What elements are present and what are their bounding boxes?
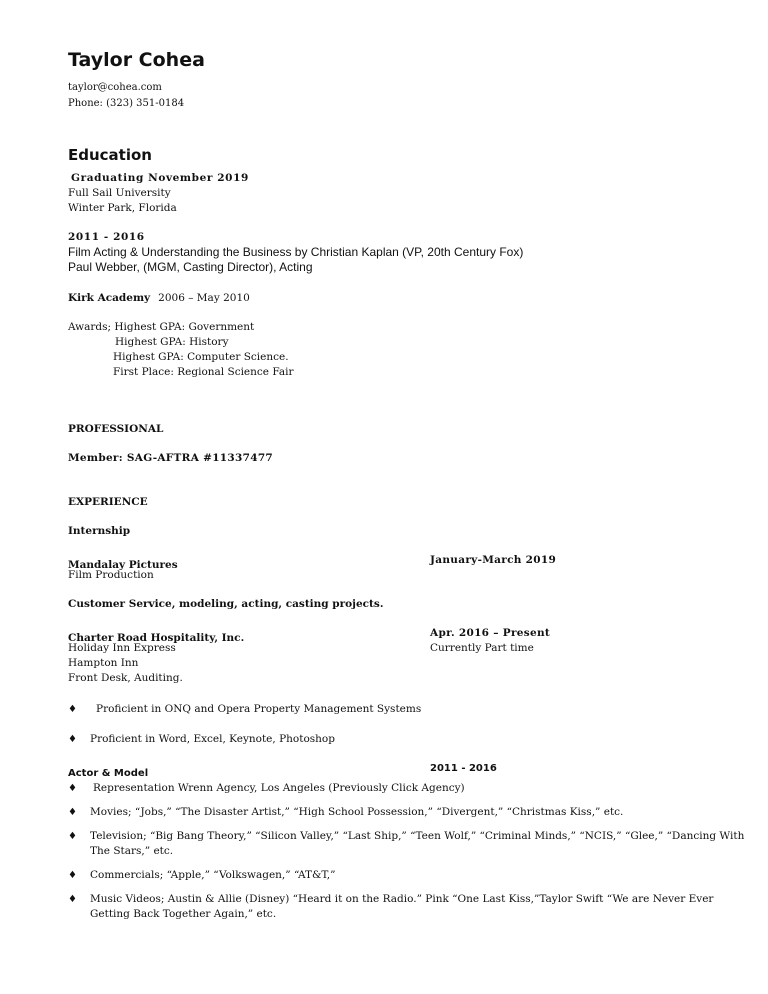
actor-item-text: Representation Wrenn Agency, Los Angeles (Previously Click Agency) — [93, 782, 465, 794]
actor-item — [68, 829, 748, 859]
full-sail-location: Winter Park, Florida — [68, 202, 177, 214]
skill-item — [68, 732, 748, 747]
kirk-academy-school: Kirk Academy — [68, 292, 151, 304]
full-sail-date: Graduating November 2019 — [71, 172, 249, 184]
experience-heading: EXPERIENCE — [68, 496, 148, 508]
charter-line-2: Hampton Inn — [68, 657, 139, 669]
actor-item — [68, 892, 748, 922]
award-item: Highest GPA: History — [115, 336, 229, 348]
charter-line-3: Front Desk, Auditing. — [68, 672, 183, 684]
actor-label: Actor & Model — [68, 768, 149, 779]
mandalay-role: Film Production — [68, 569, 154, 581]
diamond-bullet-icon: ♦ — [68, 783, 77, 794]
actor-item-text: Commercials; “Apple,” “Volkswagen,” “AT&T,” — [90, 869, 336, 881]
internship-label: Internship — [68, 525, 131, 537]
charter-status: Currently Part time — [430, 642, 534, 654]
diamond-bullet-icon: ♦ — [68, 734, 77, 745]
charter-company: Charter Road Hospitality, Inc. — [68, 632, 245, 644]
acting-line-1: Film Acting & Understanding the Business by Christian Kaplan (VP, 20th Century Fox) — [68, 245, 524, 259]
sag-aftra-member: Member: SAG-AFTRA #11337477 — [68, 452, 274, 464]
mandalay-row — [68, 553, 748, 571]
skill-text: Proficient in Word, Excel, Keynote, Photoshop — [90, 733, 335, 745]
diamond-bullet-icon: ♦ — [68, 704, 77, 715]
charter-row — [68, 626, 748, 644]
acting-line-2: Paul Webber, (MGM, Casting Director), Acting — [68, 260, 313, 274]
resume-page — [68, 44, 748, 931]
actor-date: 2011 - 2016 — [430, 763, 497, 774]
customer-service-label: Customer Service, modeling, acting, casting projects. — [68, 598, 384, 610]
actor-item-text: Television; “Big Bang Theory,” “Silicon Valley,” “Last Ship,” “Teen Wolf,” “Criminal Minds,” “NCIS,” “Glee,” “Dancing With The Stars,” etc. — [90, 830, 745, 857]
acting-date: 2011 - 2016 — [68, 231, 145, 243]
kirk-academy-line — [68, 291, 748, 306]
actor-row — [68, 761, 748, 779]
skill-item — [68, 702, 748, 717]
mandalay-date: January-March 2019 — [430, 554, 557, 566]
actor-item — [68, 805, 748, 820]
charter-detail-row — [68, 641, 748, 656]
candidate-name: Taylor Cohea — [68, 49, 205, 71]
full-sail-school: Full Sail University — [68, 187, 171, 199]
diamond-bullet-icon: ♦ — [68, 870, 77, 881]
actor-item-text: Movies; “Jobs,” “The Disaster Artist,” “High School Possession,” “Divergent,” “Christmas Kiss,” etc. — [90, 806, 624, 818]
actor-item — [68, 781, 748, 796]
award-item: First Place: Regional Science Fair — [113, 366, 294, 378]
professional-heading: PROFESSIONAL — [68, 423, 164, 435]
award-item: Highest GPA: Computer Science. — [113, 351, 289, 363]
email-text: taylor@cohea.com — [68, 82, 162, 93]
phone-text: Phone: (323) 351-0184 — [68, 98, 185, 109]
diamond-bullet-icon: ♦ — [68, 894, 77, 905]
kirk-academy-date: 2006 – May 2010 — [158, 292, 250, 304]
diamond-bullet-icon: ♦ — [68, 831, 77, 842]
actor-item-text: Music Videos; Austin & Allie (Disney) “Heard it on the Radio.” Pink “One Last Kiss,”Taylor Swift “We are Never Ever Getting Back Together Again,” etc. — [90, 893, 714, 920]
mandalay-company: Mandalay Pictures — [68, 559, 178, 571]
actor-item — [68, 868, 748, 883]
charter-date: Apr. 2016 – Present — [430, 627, 551, 639]
charter-line-1: Holiday Inn Express — [68, 642, 176, 654]
award-item: Awards; Highest GPA: Government — [68, 321, 255, 333]
diamond-bullet-icon: ♦ — [68, 807, 77, 818]
education-heading: Education — [68, 146, 152, 164]
skill-text: Proficient in ONQ and Opera Property Management Systems — [96, 703, 422, 715]
